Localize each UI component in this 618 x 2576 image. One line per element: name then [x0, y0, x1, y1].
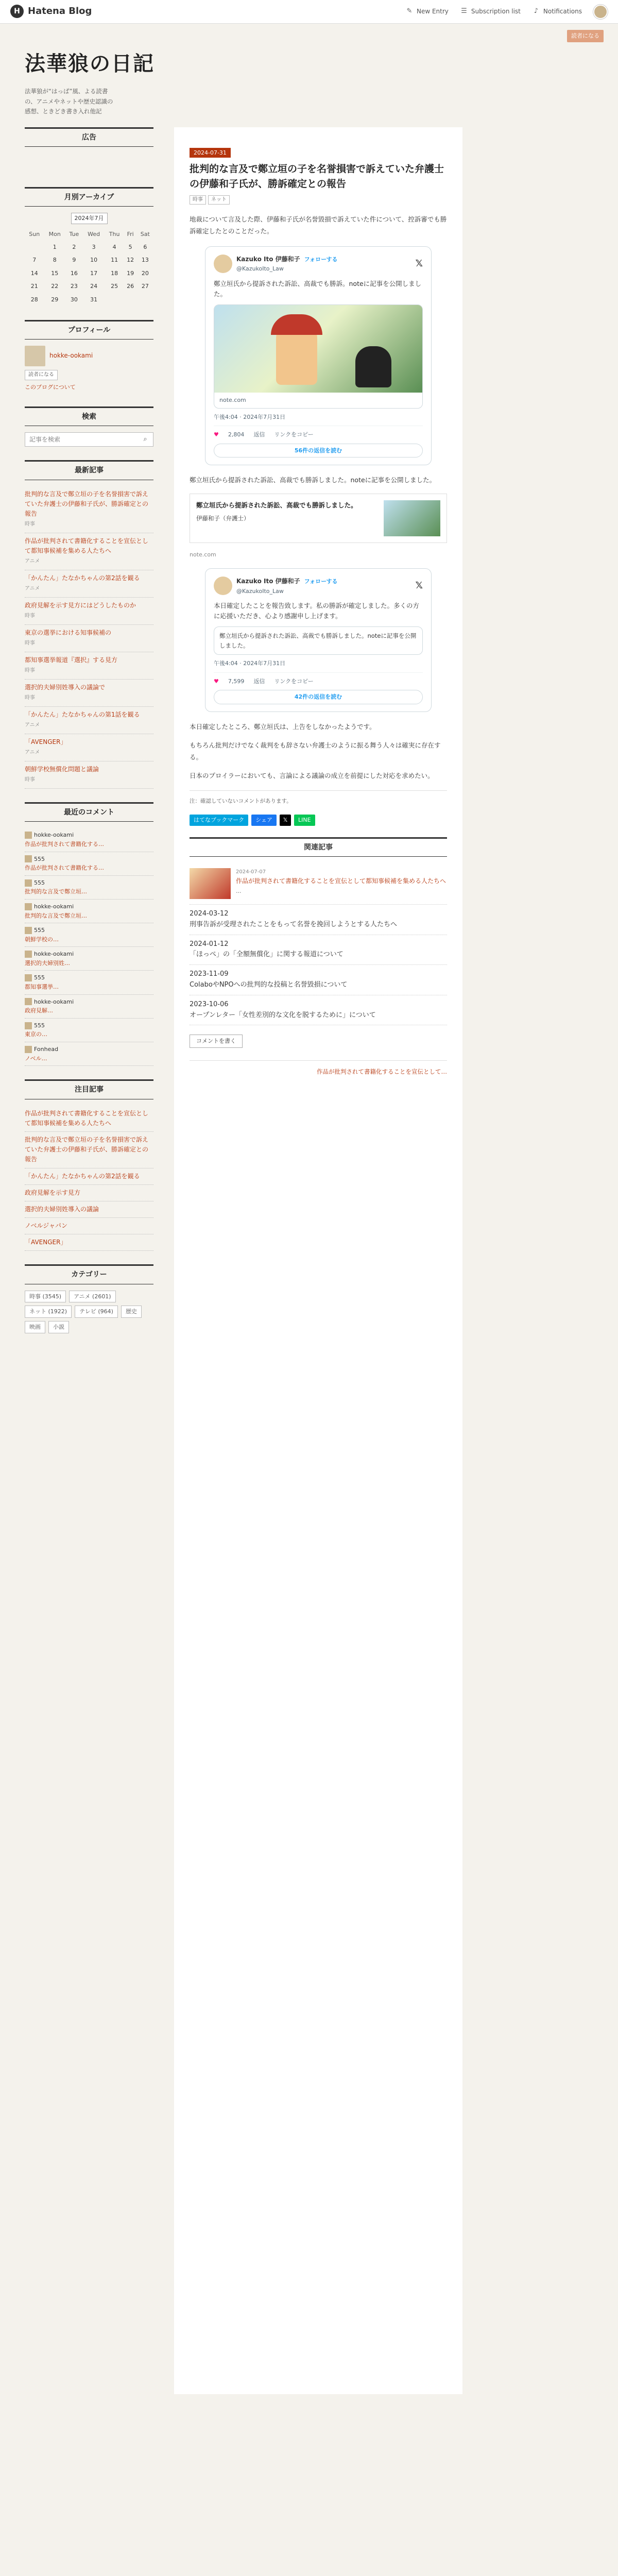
subscribe-button[interactable]: 読者になる — [567, 30, 604, 42]
like-count: 2,804 — [228, 431, 245, 438]
calendar-day[interactable]: 31 — [90, 296, 98, 303]
user-icon — [25, 903, 32, 910]
module-title: 最近のコメント — [25, 802, 153, 822]
comment-entry-link[interactable]: 東京の… — [25, 1031, 47, 1038]
tweet-handle: @KazukoIto_Law — [236, 265, 284, 273]
calendar-day[interactable]: 11 — [111, 257, 118, 264]
ad-slot — [25, 153, 153, 174]
comment-item — [25, 1042, 153, 1066]
hatena-logo[interactable] — [10, 4, 92, 19]
category-tag[interactable]: ネット (1922) — [25, 1306, 72, 1318]
related-thumbnail[interactable] — [190, 868, 231, 899]
related-entry[interactable] — [190, 965, 447, 995]
link-card-image — [384, 500, 440, 536]
entry-category[interactable]: 時事 — [25, 777, 35, 783]
comment-user[interactable]: 555 — [34, 879, 45, 886]
calendar-day[interactable]: 20 — [141, 269, 149, 277]
tweet-handle: @KazukoIto_Law — [236, 587, 284, 595]
popular-module — [25, 1079, 153, 1251]
entry-paragraph: 鄭立垣氏から提訴された訴訟、高裁でも勝訴しました。noteに記事を公開しました。 — [190, 476, 436, 484]
entry-category[interactable]: アニメ — [25, 558, 40, 565]
entry-link[interactable]: 批判的な言及で鄭立垣の子を名誉損害で訴えていた弁護士の伊藤和子氏が、勝訴確定との報告 — [25, 1136, 149, 1163]
comment-item — [25, 971, 153, 994]
link-card-domain[interactable]: note.com — [190, 551, 216, 558]
tweet-time[interactable]: 午後4:04 · 2024年7月31日 — [214, 413, 286, 420]
weekday-label: Sat — [140, 231, 150, 238]
tweet-link-card[interactable] — [214, 304, 423, 409]
calendar-day[interactable]: 2 — [72, 243, 76, 250]
related-title-link[interactable]: 刑事告訴が受理されたことをもって名誉を挽回しようとする人たちへ — [190, 920, 398, 928]
share-buttons — [190, 815, 447, 826]
entry-category[interactable]: 時事 — [25, 613, 35, 619]
x-share-icon[interactable]: 𝕏 — [280, 815, 291, 826]
prev-entry-link[interactable]: 作品が批判されて書籍化することを宣伝として… — [317, 1068, 447, 1076]
entry-link[interactable]: 都知事選挙報道『選択』する見方 — [25, 656, 118, 664]
calendar-day[interactable]: 19 — [127, 269, 134, 277]
search-icon[interactable]: ⌕ — [143, 435, 147, 443]
comment-item — [25, 828, 153, 852]
note-link-card[interactable] — [190, 494, 447, 543]
ad-module — [25, 127, 153, 174]
related-date: 2023-10-06 — [190, 1000, 229, 1008]
related-title: 関連記事 — [190, 837, 447, 857]
related-entry[interactable] — [190, 995, 447, 1026]
user-icon — [25, 1046, 32, 1053]
list-item — [25, 1201, 153, 1218]
entry-title[interactable]: 批判的な言及で鄭立垣の子を名誉損害で訴えていた弁護士の伊藤和子氏が、勝訴確定との報告 — [190, 163, 444, 190]
calendar-day[interactable]: 6 — [143, 243, 147, 250]
category-tag[interactable]: 歴史 — [121, 1306, 142, 1318]
hatena-logo-text: Hatena Blog — [28, 6, 92, 17]
list-icon: ☰ — [461, 7, 467, 15]
calendar-day[interactable]: 16 — [70, 269, 78, 277]
related-title-link[interactable]: 「ほっぺ」の「全額無償化」に関する報道について — [190, 951, 344, 959]
tweet-time[interactable]: 午後4:04 · 2024年7月31日 — [214, 660, 286, 667]
user-avatar[interactable] — [593, 5, 608, 19]
module-title: 検索 — [25, 406, 153, 426]
weekday-label: Mon — [48, 231, 61, 238]
entry-category-tag[interactable]: ネット — [208, 195, 230, 205]
list-item — [25, 1168, 153, 1185]
calendar-day[interactable]: 7 — [32, 257, 37, 264]
entry-paragraph: 本日確定したところ、鄭立垣氏は、上告をしなかったようです。 — [190, 722, 376, 731]
list-item — [25, 1218, 153, 1234]
profile-avatar[interactable] — [25, 346, 45, 366]
calendar-day[interactable]: 26 — [127, 283, 134, 290]
blog-description: 法華狼が“はっぱ”風、よる読書の、アニメやネットや歴史認識の感想、ときどき書き入れ他記 — [25, 88, 113, 115]
list-item — [25, 1106, 153, 1132]
module-title: 注目記事 — [25, 1079, 153, 1099]
profile-module — [25, 320, 153, 393]
calendar-day[interactable]: 18 — [111, 269, 118, 277]
search-module — [25, 406, 153, 447]
comment-entry-link[interactable]: 批判的な言及で鄭立垣… — [25, 888, 87, 895]
reply-button[interactable]: 返信 — [253, 431, 265, 438]
comment-user[interactable]: 555 — [34, 974, 45, 981]
heart-icon[interactable]: ♥ — [214, 431, 219, 438]
x-logo-icon[interactable]: 𝕏 — [415, 258, 423, 269]
entry-link[interactable]: 「かんたん」たなかちゃんの第2話を観る — [25, 1172, 140, 1180]
entry-link[interactable]: 「かんたん」たなかちゃんの第2話を観る — [25, 574, 140, 582]
list-item — [25, 734, 153, 761]
pager — [190, 1060, 447, 1076]
entry-link[interactable]: 批判的な言及で鄭立垣の子を名誉損害で訴えていた弁護士の伊藤和子氏が、勝訴確定との報告 — [25, 490, 149, 517]
entry-link[interactable]: ノベルジャパン — [25, 1222, 67, 1230]
copy-link-button[interactable]: リンクをコピー — [274, 431, 314, 438]
user-icon — [25, 998, 32, 1005]
list-item — [25, 680, 153, 707]
entry-paragraph: 地裁について言及した際、伊藤和子氏が名誉毀損で訴えていた件について、控訴審でも勝訴確定したとのことだった。 — [190, 215, 447, 235]
related-date: 2024-07-07 — [236, 869, 266, 875]
category-tag[interactable]: 小説 — [48, 1321, 69, 1333]
calendar-day[interactable]: 12 — [127, 257, 134, 264]
calendar-day[interactable]: 22 — [51, 283, 59, 290]
category-tag[interactable]: 時事 (3545) — [25, 1291, 66, 1303]
calendar-day[interactable]: 10 — [90, 257, 98, 264]
pencil-icon: ✎ — [406, 7, 413, 15]
embedded-tweet[interactable] — [205, 246, 432, 465]
tweet-avatar[interactable] — [214, 577, 232, 595]
entry-category[interactable]: 時事 — [25, 521, 35, 528]
calendar-day — [137, 293, 153, 307]
category-tag[interactable]: テレビ (964) — [75, 1306, 118, 1318]
line-share-button[interactable]: LINE — [294, 815, 315, 826]
calendar-day[interactable]: 25 — [111, 283, 118, 290]
comment-item — [25, 900, 153, 923]
footnote: 注：確認していないコメントがあります。 — [190, 790, 447, 806]
user-icon — [25, 879, 32, 887]
link-card-title: 鄭立垣氏から提訴された訴訟、高裁でも勝訴しました。 — [196, 501, 357, 509]
comment-user[interactable]: 555 — [34, 1022, 45, 1029]
calendar-day[interactable]: 29 — [51, 296, 59, 303]
comment-entry-link[interactable]: 選択的夫婦別姓… — [25, 959, 70, 967]
list-item — [25, 707, 153, 734]
calendar-day[interactable]: 27 — [141, 283, 149, 290]
read-replies-button[interactable]: 56件の返信を読む — [214, 444, 423, 458]
entry-category-tag[interactable]: 時事 — [190, 195, 206, 205]
entry-link[interactable]: 選択的夫婦別姓導入の議論で — [25, 684, 106, 691]
list-item — [25, 1132, 153, 1168]
search-input[interactable] — [25, 433, 138, 446]
calendar — [25, 228, 153, 307]
calendar-day[interactable]: 3 — [92, 243, 96, 250]
entry-link[interactable]: 選択的夫婦別姓導入の議論 — [25, 1205, 99, 1213]
module-title: 月別アーカイブ — [25, 187, 153, 207]
list-item — [25, 652, 153, 680]
entry-link[interactable]: 「AVENGER」 — [25, 738, 67, 745]
calendar-day — [124, 293, 137, 307]
calendar-day[interactable]: 21 — [30, 283, 38, 290]
entry-link[interactable]: 「かんたん」たなかちゃんの第1話を観る — [25, 711, 140, 718]
hatena-bookmark-button[interactable]: はてなブックマーク — [190, 815, 248, 826]
entry-paragraph: 日本のプロイラーにおいても、言論による議論の成立を前提にした対応を求めたい。 — [190, 772, 434, 780]
subscription-link[interactable]: ☰ Subscription list — [460, 7, 521, 16]
weekday-label: Wed — [88, 231, 100, 238]
entry-category[interactable]: 時事 — [25, 695, 35, 701]
list-item — [25, 625, 153, 652]
entry-paragraph: もちろん批判だけでなく裁判をも辞さない弁護士のように振る舞う人々は確実に存在する。 — [190, 741, 441, 761]
archive-module — [25, 187, 153, 307]
heart-icon[interactable]: ♥ — [214, 677, 219, 685]
comment-entry-link[interactable]: 作品が批判されて書籍化する… — [25, 840, 104, 848]
x-logo-icon[interactable]: 𝕏 — [415, 580, 423, 591]
list-item — [25, 761, 153, 789]
calendar-day[interactable]: 23 — [70, 283, 78, 290]
tweet-avatar[interactable] — [214, 255, 232, 273]
card-domain: note.com — [219, 397, 246, 404]
tweet-author[interactable]: Kazuko Ito 伊藤和子 — [236, 578, 300, 585]
related-excerpt: … — [236, 888, 242, 895]
main-content — [174, 127, 462, 2394]
related-title-link[interactable]: オープンレター「女性差別的な文化を脱するために」について — [190, 1011, 376, 1019]
comment-user[interactable]: 555 — [34, 855, 45, 862]
calendar-day[interactable]: 14 — [30, 269, 38, 277]
comments-module — [25, 802, 153, 1066]
module-title: カテゴリー — [25, 1264, 153, 1284]
entry-link[interactable]: 作品が批判されて書籍化することを宣伝として都知事候補を集める人たちへ — [25, 537, 149, 555]
calendar-day[interactable]: 17 — [90, 269, 98, 277]
comment-entry-link[interactable]: 批判的な言及で鄭立垣… — [25, 912, 87, 919]
bell-icon: ♪ — [534, 7, 539, 15]
related-date: 2024-03-12 — [190, 910, 229, 918]
module-title: プロフィール — [25, 320, 153, 340]
user-icon — [25, 1022, 32, 1029]
comment-item — [25, 995, 153, 1019]
category-tag[interactable]: アニメ (2601) — [69, 1291, 116, 1303]
comment-user[interactable]: hokke-ookami — [34, 903, 74, 910]
tweet-text: 鄭立垣氏から提訴された訴訟、高裁でも勝訴。noteに記事を公開しました。 — [214, 280, 422, 298]
copy-link-button[interactable]: リンクをコピー — [274, 677, 314, 685]
notifications-link[interactable]: ♪ Notifications — [532, 7, 582, 16]
comment-user[interactable]: hokke-ookami — [34, 951, 74, 958]
comment-entry-link[interactable]: ノベル… — [25, 1055, 47, 1062]
user-icon — [25, 927, 32, 934]
top-bar — [0, 0, 618, 24]
comment-user[interactable]: 555 — [34, 927, 45, 934]
comment-item — [25, 923, 153, 947]
hatena-logo-icon: H — [10, 5, 24, 18]
entry-category[interactable]: アニメ — [25, 722, 40, 728]
calendar-day[interactable]: 4 — [112, 243, 116, 250]
reply-button[interactable]: 返信 — [253, 677, 265, 685]
calendar-day — [25, 241, 44, 254]
write-comment-button[interactable]: コメントを書く — [190, 1035, 243, 1048]
related-entry[interactable] — [190, 935, 447, 965]
calendar-day[interactable]: 28 — [30, 296, 38, 303]
user-icon — [25, 974, 32, 981]
entry-category[interactable]: 時事 — [25, 668, 35, 674]
recent-module — [25, 460, 153, 789]
comment-entry-link[interactable]: 朝鮮学校の… — [25, 936, 59, 943]
user-icon — [25, 832, 32, 839]
related-title-link[interactable]: ColaboやNPOへの批判的な投稿と名誉毀損について — [190, 981, 348, 989]
user-icon — [25, 951, 32, 958]
comment-item — [25, 947, 153, 971]
follow-link[interactable]: フォローする — [304, 256, 338, 263]
entry-link[interactable]: 政府見解を示す見方にはどうしたものか — [25, 602, 136, 609]
entry-link[interactable]: 東京の選挙における知事候補の — [25, 629, 112, 637]
link-card-text: 伊藤和子（弁護士） — [196, 514, 250, 522]
entry-category[interactable]: 時事 — [25, 640, 35, 647]
entry-category[interactable]: アニメ — [25, 750, 40, 756]
list-item — [25, 1185, 153, 1201]
user-icon — [25, 855, 32, 862]
entry-date[interactable]: 2024-07-31 — [190, 148, 231, 158]
list-item — [25, 486, 153, 533]
category-tag[interactable]: 映画 — [25, 1321, 45, 1333]
comment-entry-link[interactable]: 作品が批判されて書籍化する… — [25, 865, 104, 872]
calendar-day[interactable]: 1 — [53, 243, 57, 250]
entry-link[interactable]: 作品が批判されて書籍化することを宣伝として都知事候補を集める人たちへ — [25, 1109, 149, 1127]
related-title-link[interactable]: 作品が批判されて書籍化することを宣伝として都知事候補を集める人たちへ — [236, 877, 447, 885]
month-select[interactable]: 2024年7月 — [71, 213, 108, 224]
weekday-label: Tue — [69, 231, 79, 238]
entry-category[interactable]: アニメ — [25, 586, 40, 592]
list-item — [25, 533, 153, 570]
comment-user[interactable]: hokke-ookami — [34, 998, 74, 1005]
entry-link[interactable]: 朝鮮学校無償化問題と議論 — [25, 765, 99, 773]
comment-item — [25, 876, 153, 900]
list-item — [25, 1234, 153, 1251]
category-module — [25, 1264, 153, 1333]
module-title: 最新記事 — [25, 460, 153, 480]
list-item — [25, 598, 153, 625]
weekday-label: Thu — [109, 231, 120, 238]
card-image — [214, 305, 422, 393]
weekday-label: Sun — [29, 231, 40, 238]
calendar-day[interactable]: 15 — [51, 269, 59, 277]
related-date: 2024-01-12 — [190, 940, 229, 948]
module-title: 広告 — [25, 127, 153, 147]
calendar-day[interactable]: 24 — [90, 283, 98, 290]
calendar-day — [105, 293, 124, 307]
comment-item — [25, 1019, 153, 1042]
new-entry-link[interactable]: ✎ New Entry — [405, 7, 449, 16]
comment-item — [25, 852, 153, 876]
follow-link[interactable]: フォローする — [304, 578, 338, 585]
calendar-day[interactable]: 30 — [70, 296, 78, 303]
profile-id[interactable]: hokke-ookami — [49, 352, 93, 360]
facebook-share-button[interactable]: シェア — [251, 815, 277, 826]
comment-entry-link[interactable]: 都知事選挙… — [25, 984, 59, 991]
comment-user[interactable]: Fonhead — [34, 1046, 59, 1053]
related-entry[interactable] — [190, 863, 447, 905]
entry-body — [190, 214, 447, 806]
embedded-tweet[interactable] — [205, 568, 432, 711]
entry-link[interactable]: 「AVENGER」 — [25, 1239, 67, 1246]
tweet-author[interactable]: Kazuko Ito 伊藤和子 — [236, 256, 300, 263]
calendar-day[interactable]: 5 — [128, 243, 132, 250]
quoted-tweet[interactable]: 鄭立垣氏から提訴された訴訟、高裁でも勝訴しました。noteに記事を公開しました。 — [214, 626, 423, 655]
about-link[interactable]: このブログについて — [25, 383, 76, 391]
blog-title[interactable]: 法華狼の日記 — [25, 52, 154, 76]
related-date: 2023-11-09 — [190, 970, 229, 978]
read-button[interactable]: 読者になる — [25, 370, 58, 380]
tweet-text: 本日確定したことを報告致します。私の勝訴が確定しました。多くの方に応援いただき、心より感謝申し上げます。 — [214, 602, 420, 620]
calendar-day[interactable]: 8 — [53, 257, 57, 264]
read-replies-button[interactable]: 42件の返信を読む — [214, 690, 423, 704]
sidebar — [25, 127, 153, 2394]
entry-link[interactable]: 政府見解を示す見方 — [25, 1189, 81, 1196]
calendar-day[interactable]: 9 — [72, 257, 76, 264]
like-count: 7,599 — [228, 677, 245, 685]
list-item — [25, 570, 153, 598]
related-entry[interactable] — [190, 905, 447, 935]
comment-entry-link[interactable]: 政府見解… — [25, 1007, 53, 1014]
blog-header — [0, 24, 618, 127]
weekday-label: Fri — [127, 231, 134, 238]
comment-user[interactable]: hokke-ookami — [34, 832, 74, 839]
calendar-day[interactable]: 13 — [141, 257, 149, 264]
